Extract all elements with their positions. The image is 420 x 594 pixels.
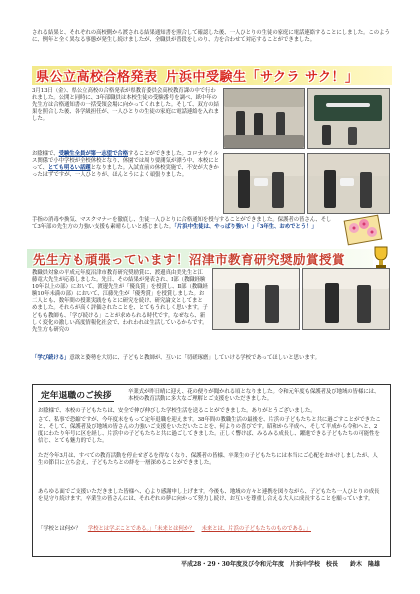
retirement-paragraph-1: お陰様で、本校の子どもたちは、安全で伸び伸びした学校生活を送ることができました。ありがとうございました。 bbox=[38, 408, 316, 414]
photo-classroom-board bbox=[307, 88, 390, 149]
retirement-greeting-title: 定年退職のご挨拶 bbox=[38, 388, 114, 402]
principal-signature: 平成28・29・30年度及び令和元年度 片浜中学校 校長 鈴木 隆雄 bbox=[180, 561, 380, 568]
banner-exam-results-suffix: 片浜中受験生「サクラ サク！」 bbox=[165, 70, 359, 85]
article1-paragraph-2: お陰様で、受験生全員が第一志望で合格することができました。コロナウイルス関係で小中学校が全校休校となり、休園では周り要測気が漂う中、本校にとって、とても明るい話題となりました。入試直前の休校実施で、不安が大きかったはずですが、一人ひとりが、ほんとうによく頑張りました。 bbox=[32, 151, 219, 179]
retirement-paragraph-3: ただ今年3月は、すべての教育活動を停止せざるを得なくなり、保護者の皆様、卒業生の子どもたちには本当にご心配をおかけしましたが、人生の節目に立ち会え、子どもたちとの絆を一層深めることができました。 bbox=[38, 453, 378, 467]
retirement-paragraph-4: あらゆる面でご支援いただきました皆様へ、心より感謝申し上げます。今後も、地域の方々と連携を図りながら、子どもたち一人ひとりの成長を見守り続けます。卒業生の皆さんには、それぞれの夢に向かって努力し続け、お互いを尊重し合える大人に成長することを願っています。 bbox=[38, 489, 380, 503]
photo-staff-checking bbox=[223, 88, 305, 149]
cherry-blossom-icon bbox=[340, 212, 388, 248]
banner-exam-results bbox=[32, 66, 392, 85]
article1-paragraph-1: 3月13日（金）、県公立高校の合格発表が県教育委員会高校教育課の中で行われました。公開と同時に、3年部職員は本校生徒の受験番号を調べ、紙中年の先生方は合格通知書の一括受領会場に向かってくれました。そして、双方の結果を照合した後、各学級担任が、一人ひとりの生徒の家庭に電話連絡を入れました。 bbox=[32, 88, 219, 123]
retirement-quote: 「学校とは何か？ 学校とは学ぶことである。」「未来とは何か？ 未来とは、片浜の子どもたちのものである。」 bbox=[38, 526, 311, 532]
retirement-paragraph-2: さて、私事で恐縮ですが、今年度末をもって定年退職を迎えます。38年間の教職生活の最後を、片浜の子どもたちと共に過ごすことができたこと、そして、保護者及び地域の皆さんの力強いご支援をいただいたことを、何よりの喜びです。昭和から平成へ、そして平成から令和へと、2度にわたり年号に区を経し、片浜中の子どもたちと共に過ごしてきました。正しく響けば、みるみる成長し、躍進できる子どもたちの可能性を信じ、とても魅力的でした。 bbox=[38, 417, 381, 445]
article2-paragraph-2: 「学び続ける」意欲と姿勢を大切に、子どもと教師が、互いに「切磋琢磨」していける学校であってほしいと思います。 bbox=[32, 355, 320, 361]
retirement-intro: 卒業式が昨日晴に迎え、花の便りが聞かれる頃となりました。令和元年度も保護者及び地域の皆様には、本校の教育活動に多大なご理解とご支援をいただきました。 bbox=[128, 389, 380, 403]
photo-certificate-1 bbox=[223, 153, 305, 214]
intro-paragraph: される結果と、それぞれの高校側から渡される結果通知書を照合して確認した後、一人ひとりの生徒の家庭に電話連絡することにしました。このように、例年と全く異なる事態が発生し続けましたが、全職員が普段をしのり、力を合わせて対応することができました。 bbox=[32, 30, 390, 44]
banner-exam-results-prefix: 県公立高校合格発表 bbox=[36, 70, 158, 85]
article1-paragraph-3: 手指の消毒や換気、マスクマナーを徹底し、生徒一人ひとりに合格通知を授与することができました。保護者の皆さん、そして3年部の先生方の力強い支援も素晴らしいと感じました。「片浜中生徒は、やっぱり強い！」「3年生、おめでとう！」 bbox=[32, 217, 332, 231]
photo-award-teacher-1 bbox=[212, 268, 300, 330]
article2-paragraph-1: 教職員対象の平成元年度沼津市教育研究奨励賞に、渡邊真由美先生と江藤竜大先生が応募しました。先日、その結果が発表され、Ⅰ部（教職経験10年以上の部）において、渡邊先生が「優良賞」を授賞し、Ⅱ部（教職経験10年未満の部）において、江藤先生が「優秀賞」を授賞しました。お二人とも、数年間の授業実践をもとに研究を続け、研究論文としてまとめました。それらが高く評価されたことを、とてもうれしく思います。子どもも教師も、「学び続ける」ことが求められる時代です。なぜなら、新しく変化の激しい高度情報化社会で、われわれは生活しているからです。先生方も研究の bbox=[32, 270, 208, 333]
banner-teacher-award-text: 先生方も頑張っています！沼津市教育研究奨励賞授賞 bbox=[33, 251, 346, 267]
photo-certificate-2 bbox=[307, 153, 390, 214]
trophy-icon bbox=[370, 244, 392, 270]
banner-teacher-award bbox=[27, 249, 373, 268]
article1-quote: 「片浜中生徒は、やっぱり強い！」「3年生、おめでとう！」 bbox=[174, 224, 317, 231]
photo-award-teacher-2 bbox=[302, 268, 390, 330]
